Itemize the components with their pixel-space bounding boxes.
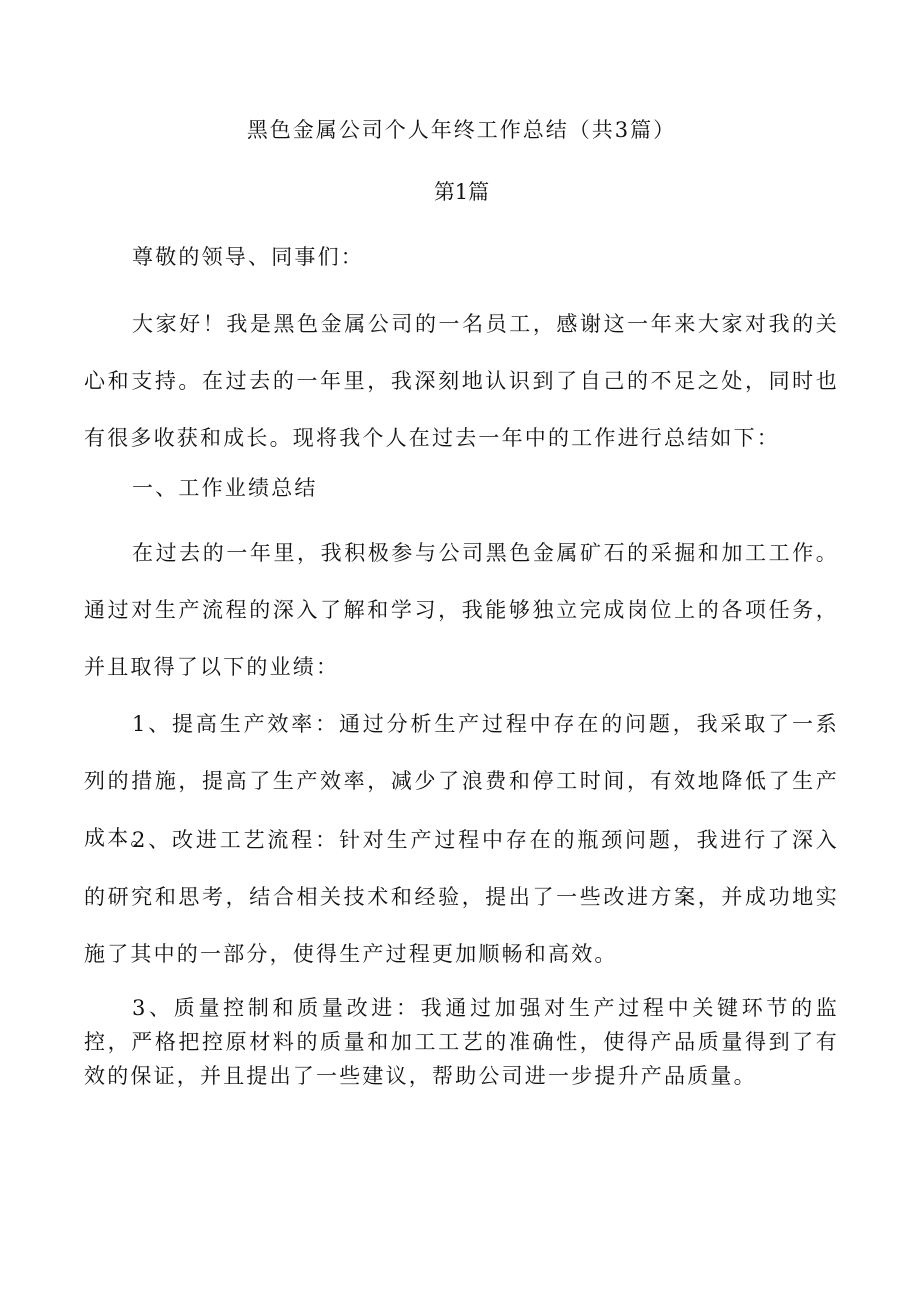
achievement-item-3: 3、质量控制和质量改进：我通过加强对生产过程中关键环节的监控，严格把控原材料的质量和加工工艺的准确性，使得产品质量得到了有效的保证，并且提出了一些建议，帮助公司进一步提升产品质量。 [84, 996, 839, 1088]
achievement-item-2: 2、改进工艺流程：针对生产过程中存在的瓶颈问题，我进行了深入的研究和思考，结合相关技术和经验，提出了一些改进方案，并成功地实施了其中的一部分，使得生产过程更加顺畅和高效。 [84, 828, 839, 966]
section-heading-1: 一、工作业绩总结 [132, 476, 318, 500]
achievement-item-1: 1、提高生产效率：通过分析生产过程中存在的问题，我采取了一系列的措施，提高了生产效率，减少了浪费和停工时间，有效地降低了生产成本。 [84, 712, 839, 850]
document-title: 黑色金属公司个人年终工作总结（共3篇） [246, 118, 677, 142]
greeting-paragraph: 大家好！我是黑色金属公司的一名员工，感谢这一年来大家对我的关心和支持。在过去的一年里，我深刻地认识到了自己的不足之处，同时也有很多收获和成长。现将我个人在过去一年中的工作进行总结如下： [84, 312, 839, 450]
performance-intro-paragraph: 在过去的一年里，我积极参与公司黑色金属矿石的采掘和加工工作。通过对生产流程的深入了解和学习，我能够独立完成岗位上的各项任务，并且取得了以下的业绩： [84, 541, 839, 679]
chapter-heading: 第1篇 [433, 180, 490, 204]
salutation-paragraph: 尊敬的领导、同事们： [132, 245, 364, 269]
